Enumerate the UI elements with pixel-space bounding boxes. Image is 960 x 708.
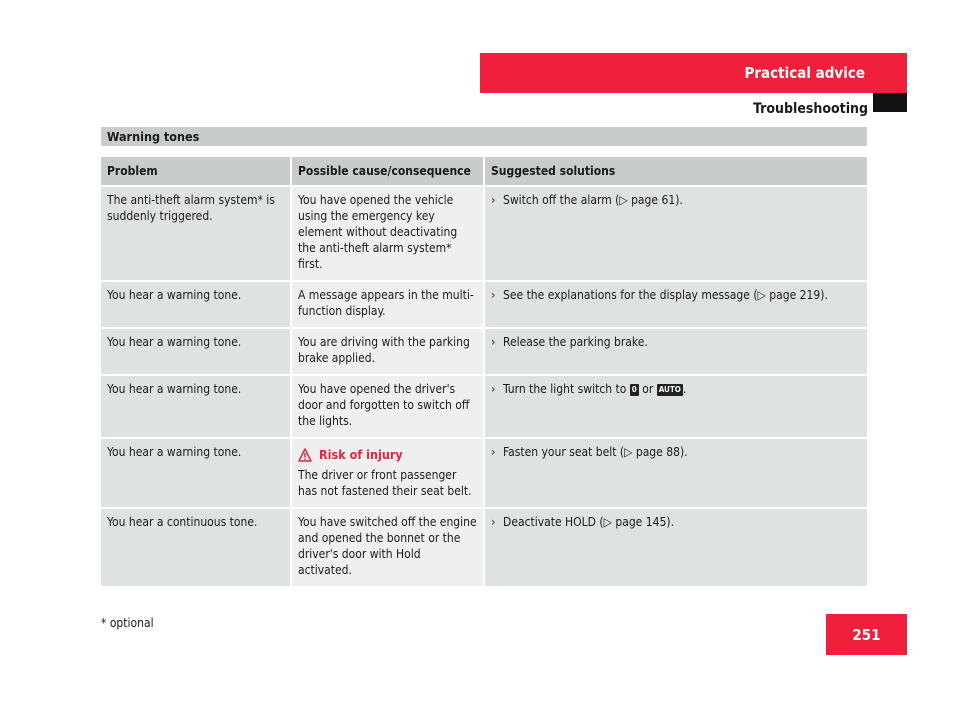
solution-text: Switch off the alarm (▷ page 61). — [503, 193, 683, 207]
problem-cell: You hear a warning tone. — [101, 438, 291, 508]
column-header-solutions: Suggested solutions — [484, 157, 867, 186]
warning-triangle-icon — [298, 448, 312, 462]
problem-cell: You hear a continuous tone. — [101, 508, 291, 587]
solution-prefix: Turn the light switch to — [503, 382, 627, 396]
solution-text: Deactivate HOLD (▷ page 145). — [503, 515, 674, 529]
solution-text: Fasten your seat belt (▷ page 88). — [503, 445, 688, 459]
cause-cell: You have opened the vehicle using the emergency key element without deactivating the anti-theft alarm system* first. — [291, 186, 484, 281]
warning-tones-table — [101, 157, 867, 588]
solution-cell — [484, 438, 867, 508]
light-switch-off-icon: 0 — [631, 384, 637, 394]
cause-cell: You have switched off the engine and opened the bonnet or the driver's door with Hold activated. — [291, 508, 484, 587]
table-row — [101, 328, 867, 375]
thumb-index-marker — [873, 93, 907, 112]
problem-cell: The anti-theft alarm system* is suddenly triggered. — [101, 186, 291, 281]
solution-cell — [484, 375, 867, 438]
section-tab — [480, 53, 907, 93]
arrow-bullet-icon: › — [491, 515, 496, 529]
solution-cell — [484, 328, 867, 375]
light-switch-auto-icon: AUTO — [658, 384, 681, 394]
cause-cell — [291, 438, 484, 508]
arrow-bullet-icon: › — [491, 288, 496, 302]
column-header-problem: Problem — [101, 157, 291, 186]
cause-cell: You have opened the driver's door and forgotten to switch off the lights. — [291, 375, 484, 438]
footnote: * optional — [101, 616, 154, 630]
arrow-bullet-icon: › — [491, 335, 496, 349]
solution-or: or — [642, 382, 654, 396]
page-number: 251 — [826, 614, 907, 655]
solution-suffix: . — [682, 382, 687, 396]
arrow-bullet-icon: › — [491, 193, 496, 207]
table-title: Warning tones — [101, 127, 867, 146]
warning-label: Risk of injury — [319, 447, 403, 462]
solution-text: See the explanations for the display message (▷ page 219). — [503, 288, 828, 302]
section-title: Practical advice — [744, 64, 865, 82]
solution-cell — [484, 508, 867, 587]
arrow-bullet-icon: › — [491, 382, 496, 396]
column-header-cause: Possible cause/consequence — [291, 157, 484, 186]
solution-cell — [484, 281, 867, 328]
problem-cell: You hear a warning tone. — [101, 328, 291, 375]
cause-text: The driver or front passenger has not fastened their seat belt. — [298, 468, 472, 498]
table-row — [101, 508, 867, 587]
subsection-title: Troubleshooting — [753, 100, 868, 117]
warning-line — [298, 447, 477, 463]
problem-cell: You hear a warning tone. — [101, 375, 291, 438]
cause-cell: A message appears in the multi-function display. — [291, 281, 484, 328]
table-row — [101, 438, 867, 508]
solution-text — [503, 381, 686, 397]
solution-text: Release the parking brake. — [503, 335, 648, 349]
table-header-row — [101, 157, 867, 186]
table-row — [101, 375, 867, 438]
solution-cell — [484, 186, 867, 281]
problem-cell: You hear a warning tone. — [101, 281, 291, 328]
arrow-bullet-icon: › — [491, 445, 496, 459]
table-row — [101, 281, 867, 328]
table-row — [101, 186, 867, 281]
cause-cell: You are driving with the parking brake applied. — [291, 328, 484, 375]
